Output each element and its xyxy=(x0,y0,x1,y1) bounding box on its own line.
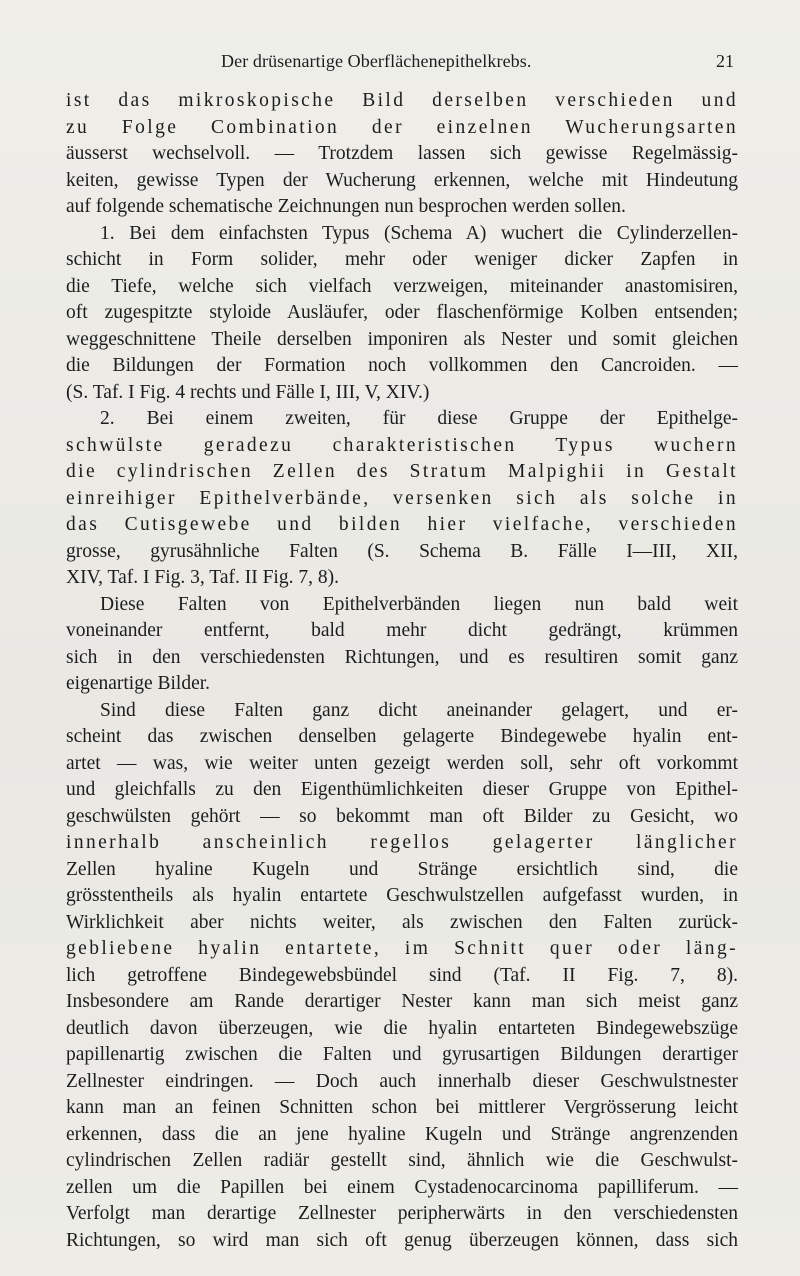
text-line: die cylindrischen Zellen des Stratum Malpighii in Gestalt xyxy=(66,461,738,482)
text-line: sich in den verschiedensten Richtungen, und es resultiren somit ganz xyxy=(66,646,738,668)
text-line: Sind diese Falten ganz dicht aneinander gelagert, und er- xyxy=(100,699,738,721)
text-line: Diese Falten von Epithelverbänden liegen nun bald weit xyxy=(100,593,738,615)
text-line: grosse, gyrusähnliche Falten (S. Schema B. Fälle I—III, XII, xyxy=(66,540,738,562)
text-line: schwülste geradezu charakteristischen Typus wuchern xyxy=(66,434,738,456)
text-line: einreihiger Epithelverbände, versenken sich als solche in xyxy=(66,487,738,509)
text-line: scheint das zwischen denselben gelagerte Bindegewebe hyalin ent- xyxy=(66,726,738,747)
text-line: innerhalb anscheinlich regellos gelagerter länglicher xyxy=(66,832,738,853)
text-line: weggeschnittene Theile derselben imponiren als Nester und somit gleichen xyxy=(66,328,738,350)
text-line: die Tiefe, welche sich vielfach verzweigen, miteinander anastomisiren, xyxy=(66,275,738,297)
text-line: 1. Bei dem einfachsten Typus (Schema A) wuchert die Cylinderzellen- xyxy=(100,222,738,244)
text-line: oft zugespitzte styloide Ausläufer, oder flaschenförmige Kolben entsenden; xyxy=(66,302,738,323)
text-line: das Cutisgewebe und bilden hier vielfache, verschieden xyxy=(66,514,738,535)
text-line: artet — was, wie weiter unten gezeigt werden soll, sehr oft vorkommt xyxy=(66,752,738,774)
text-line: ist das mikroskopische Bild derselben verschieden und xyxy=(66,90,738,111)
text-line: (S. Taf. I Fig. 4 rechts und Fälle I, III, V, XIV.) xyxy=(66,381,430,403)
text-line: cylindrischen Zellen radiär gestellt sind, ähnlich wie die Geschwulst- xyxy=(66,1150,738,1171)
text-line: eigenartige Bilder. xyxy=(66,673,211,694)
text-line: deutlich davon überzeugen, wie die hyalin entarteten Bindegewebszüge xyxy=(66,1017,738,1039)
text-line: Insbesondere am Rande derartiger Nester kann man sich meist ganz xyxy=(66,991,738,1012)
text-line: äusserst wechselvoll. — Trotzdem lassen sich gewisse Regelmässig- xyxy=(66,143,738,164)
text-line: die Bildungen der Formation noch vollkommen den Cancroiden. — xyxy=(66,355,738,376)
text-line: zellen um die Papillen bei einem Cystadenocarcinoma papilliferum. — xyxy=(66,1176,738,1198)
running-title: Der drüsenartige Oberflächenepithelkrebs. xyxy=(221,51,532,71)
text-line: zu Folge Combination der einzelnen Wucherungsarten xyxy=(66,116,738,138)
body-text xyxy=(66,88,738,1254)
text-line: 2. Bei einem zweiten, für diese Gruppe der Epithelge- xyxy=(100,408,738,429)
text-line: lich getroffene Bindegewebsbündel sind (Taf. II Fig. 7, 8). xyxy=(66,964,738,986)
text-line: kann man an feinen Schnitten schon bei mittlerer Vergrösserung leicht xyxy=(66,1097,738,1118)
page-number: 21 xyxy=(716,51,734,71)
text-line: Wirklichkeit aber nichts weiter, als zwischen den Falten zurück- xyxy=(66,911,738,933)
text-line: voneinander entfernt, bald mehr dicht gedrängt, krümmen xyxy=(66,620,738,641)
text-line: keiten, gewisse Typen der Wucherung erkennen, welche mit Hindeutung xyxy=(66,169,738,191)
text-line: Verfolgt man derartige Zellnester peripherwärts in den verschiedensten xyxy=(66,1203,738,1224)
text-line: Zellnester eindringen. — Doch auch innerhalb dieser Geschwulstnester xyxy=(66,1070,738,1092)
text-line: erkennen, dass die an jene hyaline Kugeln und Stränge angrenzenden xyxy=(66,1123,738,1145)
text-line: und gleichfalls zu den Eigenthümlichkeiten dieser Gruppe von Epithel- xyxy=(66,779,738,800)
text-line: papillenartig zwischen die Falten und gyrusartigen Bildungen derartiger xyxy=(66,1044,738,1065)
text-line: schicht in Form solider, mehr oder weniger dicker Zapfen in xyxy=(66,249,738,270)
text-line: gebliebene hyalin entartete, im Schnitt quer oder läng- xyxy=(66,938,738,959)
text-line: Zellen hyaline Kugeln und Stränge ersichtlich sind, die xyxy=(66,858,738,880)
text-line: XIV, Taf. I Fig. 3, Taf. II Fig. 7, 8). xyxy=(66,567,339,588)
text-line: auf folgende schematische Zeichnungen nun besprochen werden sollen. xyxy=(66,196,626,217)
page-header xyxy=(66,48,742,74)
text-line: Richtungen, so wird man sich oft genug überzeugen können, dass sich xyxy=(66,1229,738,1251)
text-line: geschwülsten gehört — so bekommt man oft Bilder zu Gesicht, wo xyxy=(66,805,738,827)
text-line: grösstentheils als hyalin entartete Geschwulstzellen aufgefasst wurden, in xyxy=(66,885,738,906)
